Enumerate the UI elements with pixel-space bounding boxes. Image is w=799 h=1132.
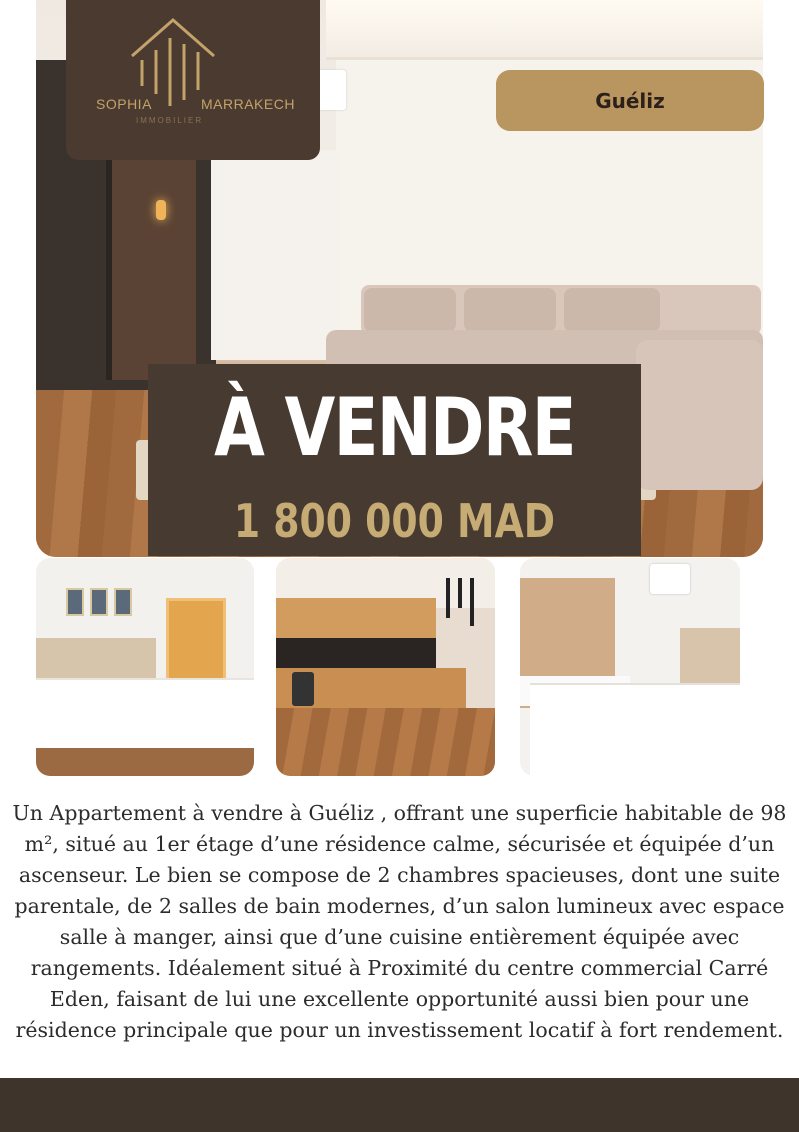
floor — [36, 748, 254, 776]
sofa-cushion — [464, 288, 556, 332]
brand-logo — [66, 0, 320, 160]
headboard — [680, 628, 740, 688]
listing-price: 1 800 000 MAD — [233, 494, 556, 548]
wall-section — [211, 150, 341, 360]
kitchen-photo — [276, 558, 495, 776]
footer-bar — [0, 1078, 799, 1132]
wall-frame — [66, 588, 84, 616]
ceiling — [326, 0, 763, 60]
upper-cabinets — [276, 598, 436, 638]
sale-status: À VENDRE — [214, 381, 575, 474]
bedroom-photo — [36, 558, 254, 776]
bed — [530, 683, 740, 776]
house-logo-icon — [130, 16, 216, 106]
sofa-chaise — [636, 340, 763, 490]
floor — [276, 708, 495, 776]
brand-city: MARRAKECH — [201, 96, 295, 112]
brand-tagline: IMMOBILIER — [136, 116, 204, 125]
sale-banner — [148, 364, 641, 556]
air-conditioner — [316, 70, 346, 110]
air-conditioner — [650, 564, 690, 594]
backsplash — [276, 638, 436, 668]
wall-light — [156, 200, 166, 220]
washing-machine — [292, 672, 314, 706]
sofa-cushion — [364, 288, 456, 332]
twin-bedroom-photo — [520, 558, 740, 776]
pendant-lamp — [470, 578, 474, 626]
wall-frame — [114, 588, 132, 616]
doorway — [106, 160, 196, 380]
pendant-lamp — [458, 578, 462, 608]
sofa-cushion — [564, 288, 660, 332]
location-badge: Guéliz — [496, 70, 764, 131]
wall-frame — [90, 588, 108, 616]
brand-name: SOPHIA — [96, 96, 152, 112]
listing-description: Un Appartement à vendre à Guéliz , offrant une superficie habitable de 98 m², situé au 1er étage d’une résidence calme, sécurisée et équipée d’un ascenseur. Le bien se compose de 2 chambres spacieuses, dont une suite parentale, de 2 salles de bain modernes, d’un salon lumineux avec espace salle à manger, ainsi que d’une cuisine entièrement équipée avec rangements. Idéalement situé à Proximité du centre commercial Carré Eden, faisant de lui une excellente opportunité aussi bien pour une résidence principale que pour un investissement locatif à fort rendement. — [12, 801, 787, 1042]
pendant-lamp — [446, 578, 450, 618]
